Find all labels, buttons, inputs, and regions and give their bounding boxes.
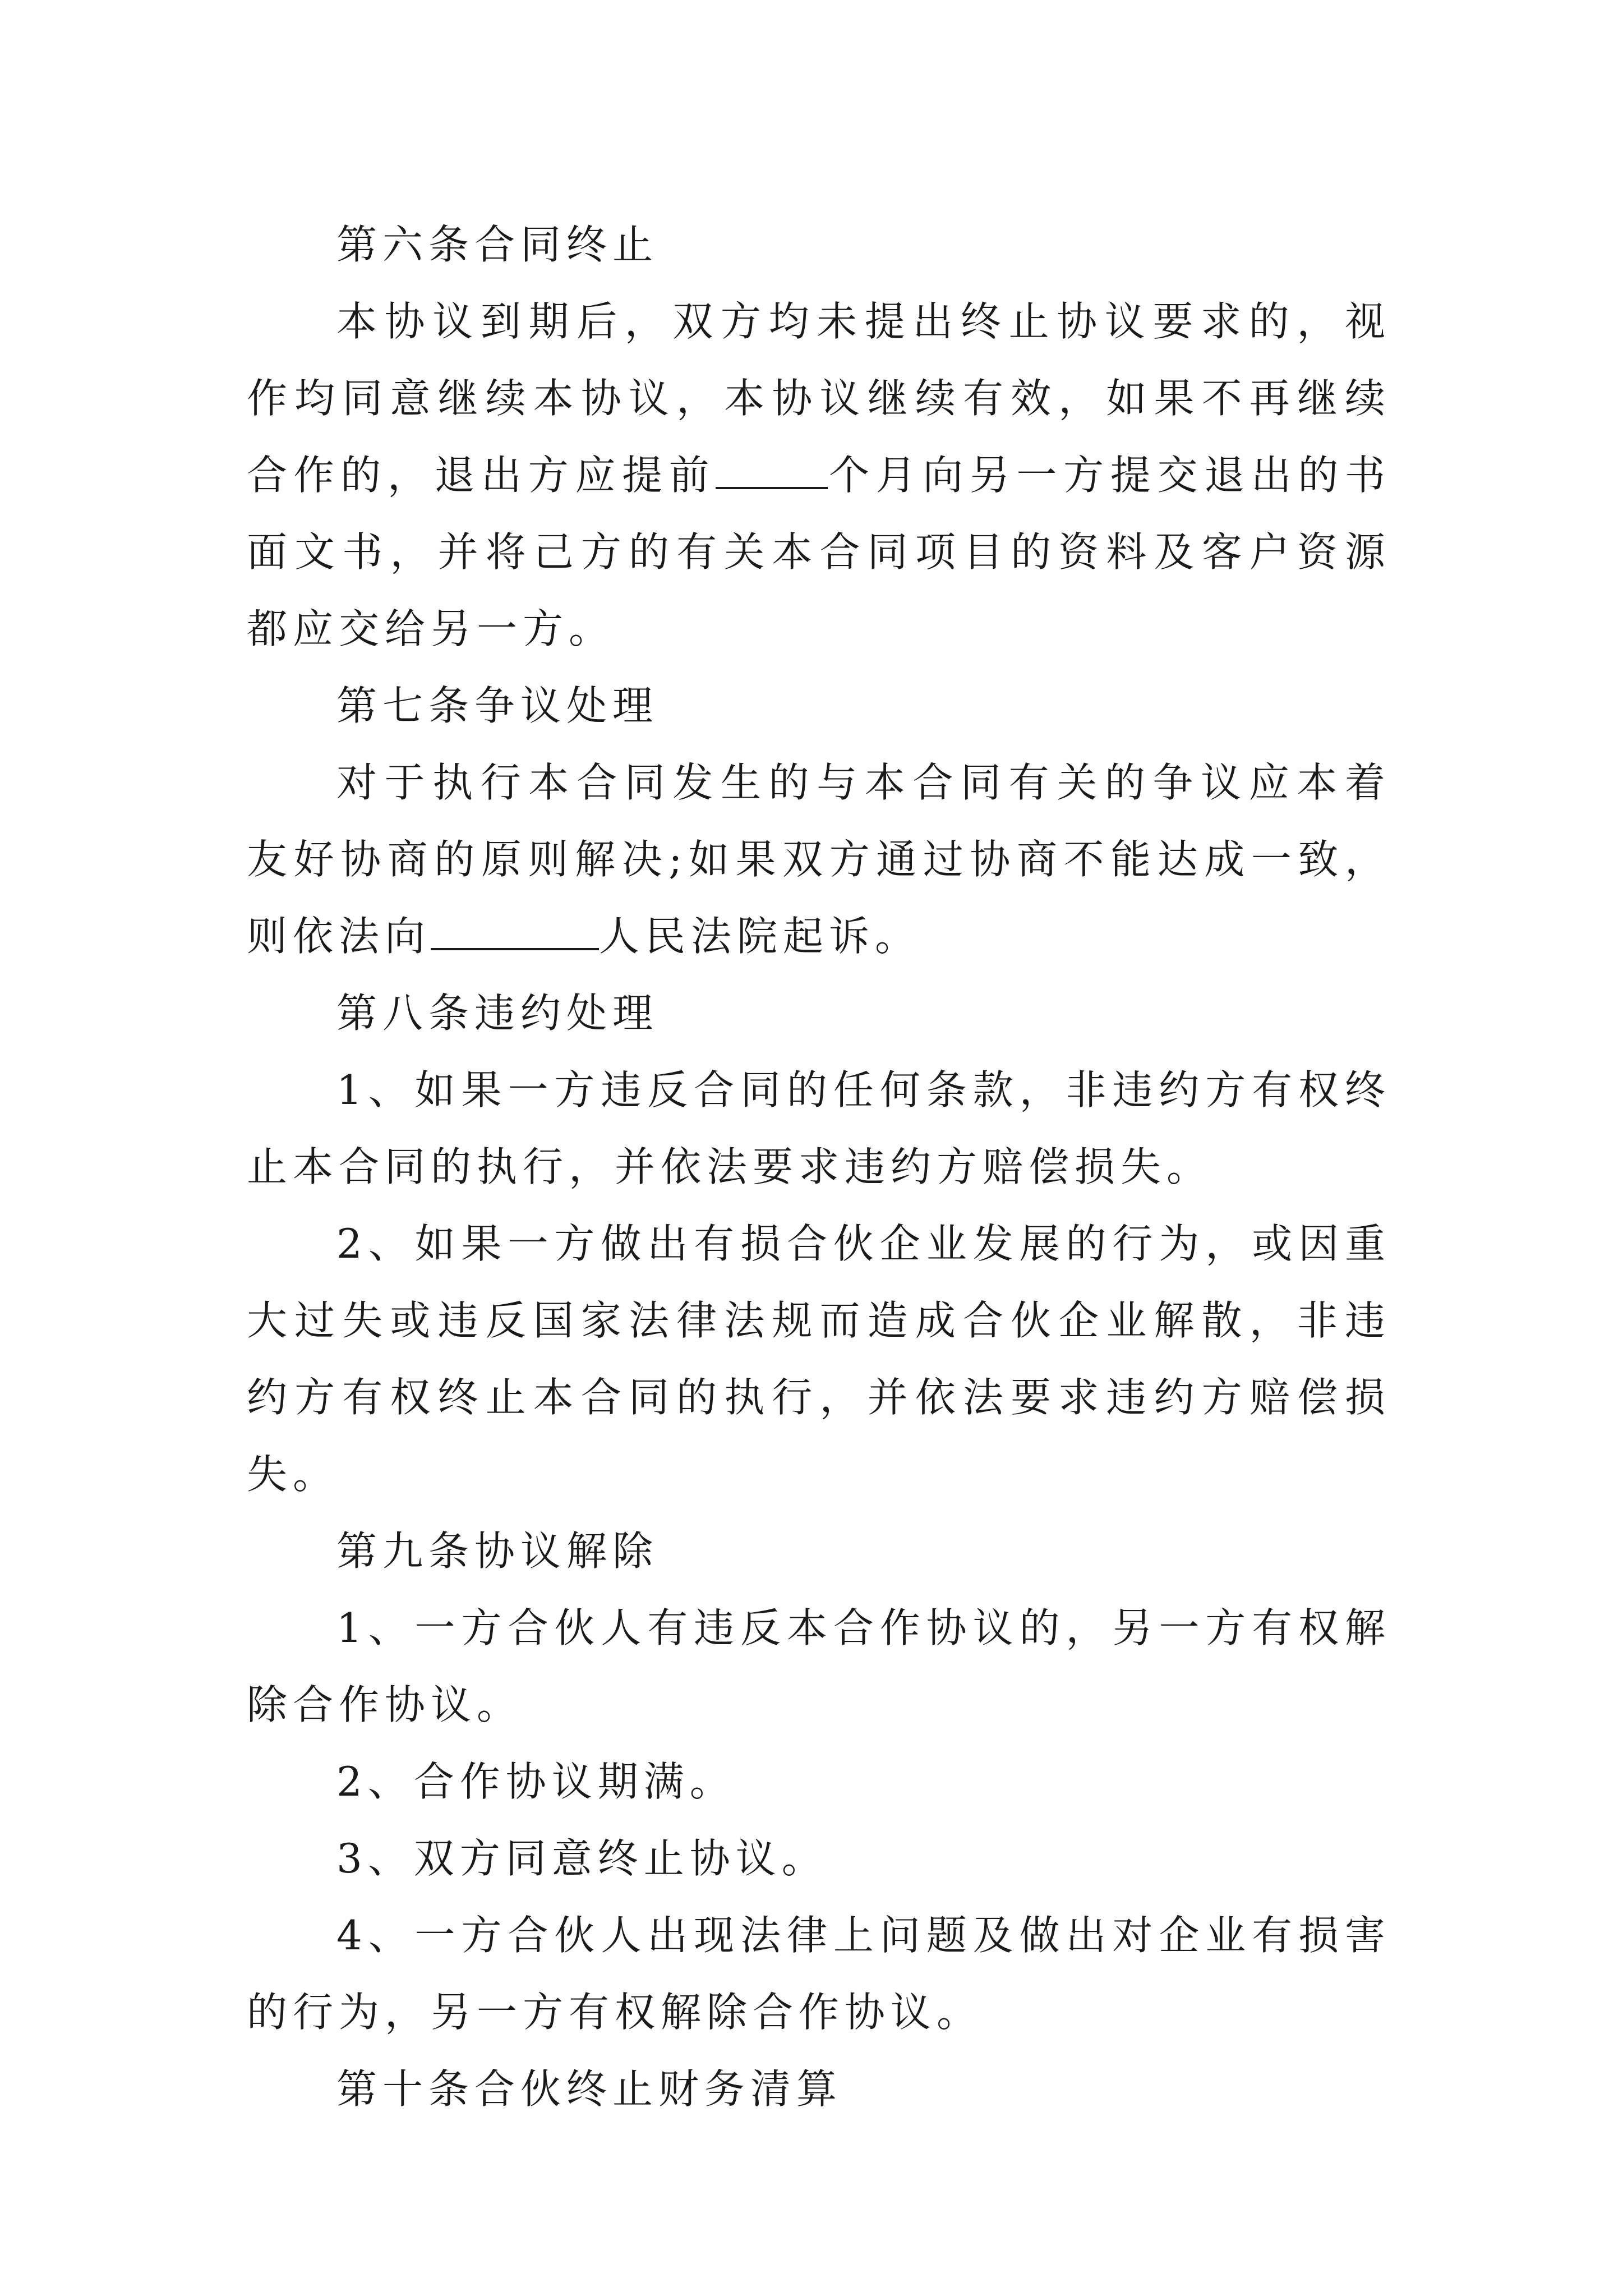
article-6-heading: 第六条合同终止 xyxy=(336,221,659,268)
article-7-text-part1: 对于执行本合同发生的与本合同有关的争议应本着友好协商的原则解决;如果双方通过协商不能达成一致，则依法向 xyxy=(247,759,1391,960)
article-8-item-1: 1、如果一方违反合同的任何条款，非违约方有权终止本合同的执行，并依法要求违约方赔偿损失。 xyxy=(247,1066,1391,1190)
article-6-text-part2: 个月向另一方提交退出的书面文书，并将己方的有关本合同项目的资料及客户资源都应交给另一方。 xyxy=(247,452,1391,652)
article-7-text-part2: 人民法院起诉。 xyxy=(599,913,921,960)
court-name-blank xyxy=(431,914,599,950)
article-7-paragraph xyxy=(247,744,1391,975)
article-6-paragraph xyxy=(247,283,1391,668)
document-body xyxy=(247,206,1391,2128)
notice-months-blank xyxy=(716,453,828,489)
article-10-heading: 第十条合伙终止财务清算 xyxy=(336,2065,843,2113)
article-9-heading: 第九条协议解除 xyxy=(336,1527,659,1575)
article-9-item-4: 4、一方合伙人出现法律上问题及做出对企业有损害的行为，另一方有权解除合作协议。 xyxy=(247,1912,1391,2036)
article-9-item-3: 3、双方同意终止协议。 xyxy=(336,1835,828,1882)
article-9-item-2: 2、合作协议期满。 xyxy=(336,1758,736,1805)
article-6-text-part1: 本协议到期后，双方均未提出终止协议要求的，视作均同意继续本协议，本协议继续有效，如果不再继续合作的，退出方应提前 xyxy=(247,298,1391,499)
article-9-item-1: 1、一方合伙人有违反本合作协议的，另一方有权解除合作协议。 xyxy=(247,1604,1391,1728)
article-7-heading: 第七条争议处理 xyxy=(336,682,659,729)
article-8-heading: 第八条违约处理 xyxy=(336,990,659,1037)
article-8-item-2: 2、如果一方做出有损合伙企业发展的行为，或因重大过失或违反国家法律法规而造成合伙企业解散，非违约方有权终止本合同的执行，并依法要求违约方赔偿损失。 xyxy=(247,1220,1391,1498)
